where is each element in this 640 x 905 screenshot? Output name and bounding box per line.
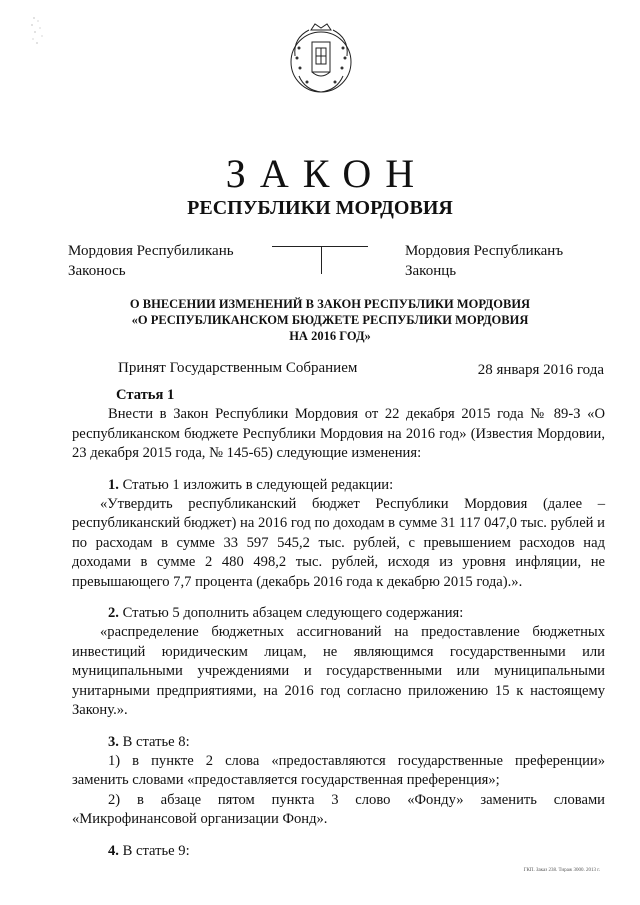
- law-title-line-3: НА 2016 ГОД»: [289, 329, 371, 343]
- law-title: [60, 296, 600, 344]
- moksha-line-1: Мордовия Респубиликань: [68, 243, 234, 259]
- item-4-number: 4.: [108, 842, 119, 859]
- adoption-label: Принят Государственным Собранием: [118, 360, 358, 376]
- item-2-quote: «распределение бюджетных ассигнований на предоставление бюджетных инвестиций юридическим лицам, не являющимся государственными или муниципальными учреждениями и государственными или муниципальными унитарными предприятиями, на 2016 год согласно приложению 15 к настоящему Закону.».: [72, 624, 605, 719]
- item-3-text: В статье 8:: [122, 733, 190, 750]
- adoption-date: 28 января 2016 года: [477, 362, 604, 378]
- moksha-heading: [68, 241, 234, 281]
- article-body: [72, 386, 605, 861]
- header-divider-horizontal: [272, 246, 368, 247]
- item-2-text: Статью 5 дополнить абзацем следующего содержания:: [122, 605, 464, 622]
- print-imprint: ГКП. Заказ 238. Тираж 3000. 2013 г.: [523, 868, 600, 873]
- item-1: [72, 476, 605, 495]
- item-2: [72, 604, 605, 623]
- article-1-intro: Внести в Закон Республики Мордовия от 22 декабря 2015 года № 89-З «О республиканском бюджете Республики Мордовия на 2016 год» (Известия Мордовии, 23 декабря 2015 года, № 145-65) следующие изменения:: [72, 406, 605, 462]
- item-1-quote: «Утвердить республиканский бюджет Республики Мордовия (далее – республиканский бюджет) на 2016 год по доходам в сумме 31 117 047,0 тыс. рублей и по расходам в сумме 33 597 545,2 тыс. рублей, с превышением расходов над доходами в сумме 2 480 498,2 тыс. рублей, исходя из уровня инфляции, не превышающего 7,7 процента (декабрь 2016 года к декабрю 2015 года).».: [72, 496, 605, 590]
- erzya-line-2: Законць: [405, 263, 457, 279]
- header-divider-vertical: [321, 246, 322, 274]
- article-1-heading: Статья 1: [116, 387, 175, 403]
- erzya-heading: [405, 241, 563, 281]
- item-4-text: В статье 9:: [122, 842, 190, 859]
- coat-of-arms-emblem-icon: [285, 18, 357, 98]
- item-1-number: 1.: [108, 476, 119, 493]
- law-title-line-1: О ВНЕСЕНИИ ИЗМЕНЕНИЙ В ЗАКОН РЕСПУБЛИКИ МОРДОВИЯ: [129, 297, 531, 311]
- law-title-line-2: «О РЕСПУБЛИКАНСКОМ БЮДЖЕТЕ РЕСПУБЛИКИ МОРДОВИЯ: [131, 313, 529, 327]
- item-4: [72, 842, 605, 861]
- item-3-subitem-2: 2) в абзаце пятом пункта 3 слово «Фонду» заменить словами «Микрофинансовой организации Фонд».: [72, 791, 605, 828]
- item-1-text: Статью 1 изложить в следующей редакции:: [122, 476, 394, 493]
- item-3: [72, 733, 605, 752]
- item-3-number: 3.: [108, 733, 119, 750]
- document-title: ЗАКОН: [225, 151, 429, 196]
- document-subtitle: РЕСПУБЛИКИ МОРДОВИЯ: [187, 197, 453, 219]
- scan-speckle: [22, 12, 52, 52]
- item-2-number: 2.: [108, 605, 119, 622]
- item-3-subitem-1: 1) в пункте 2 слова «предоставляются государственные преференции» заменить словами «предоставляется государственная преференция»;: [72, 752, 605, 789]
- erzya-line-1: Мордовия Республиканъ: [405, 243, 564, 259]
- moksha-line-2: Законось: [68, 263, 126, 279]
